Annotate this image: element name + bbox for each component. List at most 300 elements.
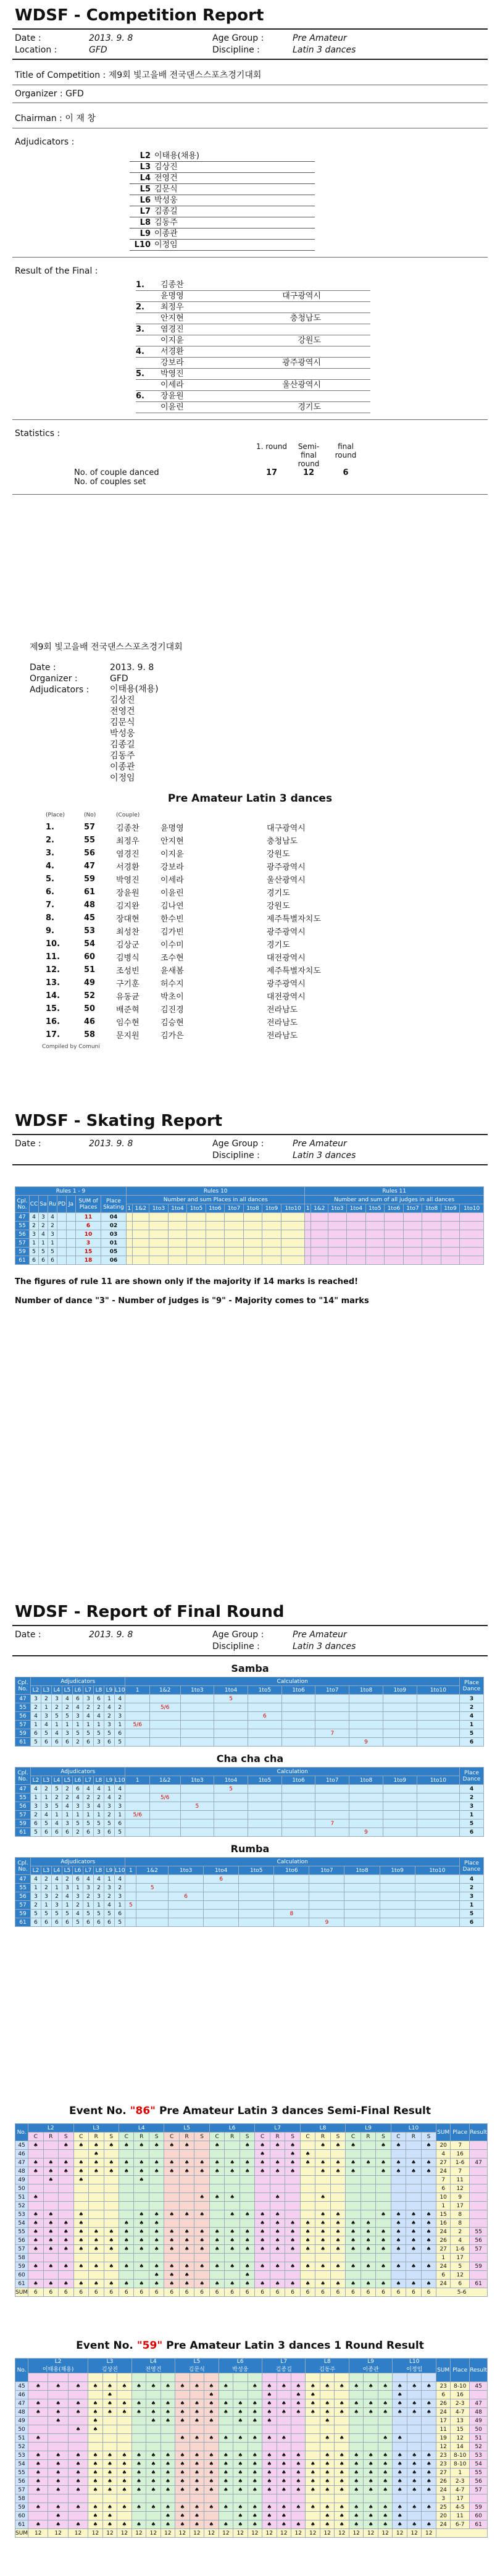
judge-mark: 3 [31, 1802, 41, 1811]
rule11-cell [347, 1239, 366, 1248]
judge-mark: 2 [31, 1901, 41, 1910]
mark-row-place: 1-6 [451, 2245, 470, 2254]
calc-cell [281, 1819, 315, 1828]
spade-mark-icon: ♠ [360, 2245, 375, 2254]
spade-mark-icon: ♠ [219, 2460, 233, 2469]
spade-mark-icon: ♠ [164, 2159, 179, 2167]
calc-cell [344, 1884, 380, 1892]
final-place-dance: 2 [460, 1884, 484, 1892]
mark-empty [104, 2184, 119, 2193]
final-place-dance: 4 [460, 1785, 484, 1794]
calc-cell [417, 1811, 459, 1819]
spade-mark-icon: ♠ [393, 2486, 407, 2494]
spade-mark-icon: ♠ [233, 2477, 248, 2486]
judge-mark: 3 [104, 1802, 115, 1811]
dance-letter-blank [204, 2373, 219, 2382]
mark-empty [59, 2271, 73, 2280]
skating-dance-place: 6 [30, 1256, 39, 1265]
judge-code: L5 [193, 2359, 201, 2365]
spade-mark-icon: ♠ [204, 2451, 219, 2460]
judge-mark: 5 [52, 1910, 62, 1918]
mark-row-sum: 26 [436, 2399, 451, 2408]
rule11-cell [305, 1222, 311, 1230]
spade-mark-icon: ♠ [407, 2399, 421, 2408]
spade-mark-icon: ♠ [306, 2486, 320, 2494]
summary-adjudicators-label: Adjudicators : [30, 685, 90, 695]
mark-empty [219, 2425, 233, 2434]
spade-mark-icon: ♠ [48, 2417, 68, 2425]
mark-empty [406, 2176, 421, 2184]
mark-empty [102, 2494, 117, 2503]
spade-mark-icon: ♠ [68, 2382, 88, 2391]
spade-mark-icon: ♠ [335, 2486, 349, 2494]
judge-mark: 1 [41, 1794, 52, 1802]
mark-row-result: 59 [470, 2503, 488, 2512]
judge-code: L8 [319, 2125, 327, 2131]
spade-mark-icon: ♠ [315, 2141, 330, 2150]
spade-mark-icon: ♠ [277, 2408, 291, 2417]
result-no: 59 [84, 875, 96, 884]
adjudicator-code: L5 [140, 185, 151, 194]
calc-cell [149, 1729, 180, 1738]
calc-cell [344, 1892, 380, 1901]
spade-mark-icon: ♠ [117, 2460, 131, 2469]
judge-mark: 2 [115, 1794, 125, 1802]
calc-cell [204, 1892, 239, 1901]
mark-empty [378, 2443, 392, 2451]
adjudicator-name: 김상진 [154, 162, 178, 172]
rule10-cell [168, 1256, 187, 1265]
mark-row-place: 6 [451, 2280, 470, 2288]
judge-head [175, 2359, 219, 2373]
spade-mark-icon: ♠ [160, 2512, 175, 2520]
calc-col-head: 1 [125, 1686, 149, 1695]
spade-mark-icon: ♠ [119, 2236, 133, 2245]
spade-mark-icon: ♠ [225, 2280, 240, 2288]
spade-mark-icon: ♠ [315, 2280, 330, 2288]
mark-row-result: 49 [470, 2417, 488, 2425]
spade-mark-icon: ♠ [160, 2486, 175, 2494]
mark-empty [248, 2494, 262, 2503]
mark-empty [255, 2202, 270, 2210]
dance-letter: S [104, 2133, 119, 2141]
mark-empty [240, 2184, 254, 2193]
skating-dance-place: 1 [48, 1239, 57, 1248]
spade-mark-icon: ♠ [194, 2210, 209, 2219]
spade-mark-icon: ♠ [104, 2141, 119, 2150]
first-round-title [0, 2339, 500, 2352]
rule10-cell [225, 1248, 244, 1256]
spade-mark-icon: ♠ [190, 2477, 204, 2486]
semi-final-section [0, 2100, 500, 2297]
mark-empty [204, 2494, 219, 2503]
spade-mark-icon: ♠ [164, 2228, 179, 2236]
mark-row [15, 2141, 488, 2150]
mark-row-no: 55 [15, 2228, 28, 2236]
calc-cell [180, 1703, 214, 1712]
result-place: 13. [46, 978, 60, 988]
judge-mark: 4 [73, 1794, 83, 1802]
final-dance-row [15, 1892, 484, 1901]
spade-mark-icon: ♠ [335, 2399, 349, 2408]
mark-footer-value: 6 [285, 2288, 300, 2297]
judge-code-head: L4 [52, 1866, 62, 1875]
final-cpl-no: 55 [15, 1884, 31, 1892]
rule11-cell [328, 1222, 347, 1230]
spade-mark-icon: ♠ [164, 2262, 179, 2271]
final-age-label: Age Group : [212, 1630, 264, 1640]
rule10-cell [206, 1248, 225, 1256]
result-region: 전라남도 [267, 1031, 298, 1041]
mark-empty [300, 2254, 315, 2262]
spade-mark-icon: ♠ [270, 2141, 285, 2150]
spade-mark-icon: ♠ [262, 2486, 277, 2494]
mark-footer-value: 6 [43, 2288, 58, 2297]
col-no: (No) [84, 812, 96, 818]
judge-mark: 2 [115, 1703, 125, 1712]
calc-cell [415, 1892, 459, 1901]
judge-name: 이종관 [362, 2367, 379, 2373]
spade-mark-icon: ♠ [233, 2417, 248, 2425]
mark-empty [134, 2193, 149, 2202]
judge-mark: 5 [31, 1910, 41, 1918]
judge-mark: 3 [73, 1712, 83, 1721]
mark-empty [376, 2193, 391, 2202]
spade-mark-icon: ♠ [233, 2460, 248, 2469]
judge-mark: 1 [83, 1901, 94, 1910]
judge-mark: 1 [115, 1811, 125, 1819]
spade-mark-icon: ♠ [104, 2167, 119, 2176]
adjudicator-code: L4 [140, 174, 151, 183]
final-place-dance: 3 [460, 1695, 484, 1703]
result-male: 장윤원 [116, 889, 140, 898]
mark-row-no: 45 [15, 2141, 28, 2150]
mark-row-place: 2-3 [451, 2399, 470, 2408]
judge-name: 김종길 [275, 2367, 292, 2373]
calc-col-head: 1to5 [248, 1776, 281, 1785]
mark-empty [175, 2443, 190, 2451]
skating-row [15, 1248, 484, 1256]
mark-footer-value: 6 [209, 2288, 224, 2297]
spade-mark-icon: ♠ [88, 2460, 102, 2469]
spade-mark-icon: ♠ [225, 2210, 240, 2219]
mark-row-result: 50 [470, 2425, 488, 2434]
dance-letter-blank [233, 2373, 248, 2382]
mark-row-sum: 4 [436, 2150, 451, 2159]
calc-cell [214, 1703, 248, 1712]
spade-mark-icon: ♠ [407, 2469, 421, 2477]
mark-empty [68, 2512, 88, 2520]
mark-result-head: Result [470, 2359, 488, 2382]
spade-mark-icon: ♠ [306, 2391, 320, 2399]
mark-empty [104, 2219, 119, 2228]
mark-sum-head: SUM [436, 2359, 451, 2382]
mark-empty [28, 2391, 48, 2399]
mark-empty [360, 2184, 375, 2193]
rule11-cell [441, 1256, 460, 1265]
spade-mark-icon: ♠ [285, 2245, 300, 2254]
mark-empty [277, 2391, 291, 2399]
judge-mark: 5 [104, 1910, 115, 1918]
calc-cell [125, 1828, 149, 1837]
dance-letter: R [270, 2133, 285, 2141]
calc-cell: 7 [315, 1819, 349, 1828]
mark-footer-value: 12 [335, 2529, 349, 2538]
skating-dance-empty [67, 1230, 76, 1239]
mark-row-place: 17 [451, 2202, 470, 2210]
adjudicator-row [130, 206, 315, 217]
judge-head [28, 2359, 88, 2373]
dance-letter: C [255, 2133, 270, 2141]
spade-mark-icon: ♠ [204, 2382, 219, 2391]
result-no: 47 [84, 862, 96, 871]
mark-empty [391, 2176, 406, 2184]
skating-sub-row [15, 1196, 484, 1204]
mark-row-place: 17 [451, 2254, 470, 2262]
place-col-head: 1to9 [262, 1204, 281, 1213]
judge-mark: 4 [41, 1811, 52, 1819]
judge-mark: 4 [104, 1901, 115, 1910]
spade-mark-icon: ♠ [240, 2141, 254, 2150]
final-result-male-row [136, 324, 370, 335]
spade-mark-icon: ♠ [315, 2219, 330, 2228]
rule11-cell [328, 1248, 347, 1256]
final-place-head: Place Dance [460, 1858, 484, 1875]
spade-mark-icon: ♠ [262, 2512, 277, 2520]
mark-empty [194, 2141, 209, 2150]
spade-mark-icon: ♠ [104, 2280, 119, 2288]
spade-mark-icon: ♠ [149, 2262, 164, 2271]
judge-mark: 5 [41, 1729, 52, 1738]
spade-mark-icon: ♠ [73, 2236, 88, 2245]
mark-empty [306, 2451, 320, 2460]
spade-mark-icon: ♠ [277, 2434, 291, 2443]
skating-dance-place: 1 [39, 1239, 48, 1248]
mark-empty [179, 2254, 194, 2262]
judge-mark: 2 [115, 1884, 125, 1892]
mark-empty [320, 2494, 334, 2503]
spade-mark-icon: ♠ [117, 2486, 131, 2494]
final-female: 이윤린 [160, 403, 184, 412]
final-dance-row [15, 1884, 484, 1892]
spade-mark-icon: ♠ [43, 2167, 58, 2176]
rule10-cell [281, 1248, 305, 1256]
spade-mark-icon: ♠ [421, 2159, 436, 2167]
spade-mark-icon: ♠ [378, 2460, 392, 2469]
rule10-cell [127, 1248, 133, 1256]
final-place-dance: 6 [460, 1828, 484, 1837]
rule11-cell [385, 1248, 404, 1256]
judge-mark: 4 [83, 1785, 94, 1794]
mark-row-result: 52 [470, 2443, 488, 2451]
spade-mark-icon: ♠ [179, 2245, 194, 2254]
spade-mark-icon: ♠ [219, 2486, 233, 2494]
skating-dance-empty [57, 1256, 67, 1265]
final-dance-table [15, 1767, 484, 1837]
spade-mark-icon: ♠ [407, 2451, 421, 2460]
mark-empty [240, 2254, 254, 2262]
final-result-male-row [136, 346, 370, 358]
mark-empty [160, 2494, 175, 2503]
spade-mark-icon: ♠ [117, 2408, 131, 2417]
mark-row [15, 2150, 488, 2159]
mark-empty [393, 2417, 407, 2425]
calc-cell: 6 [169, 1892, 204, 1901]
mark-empty [28, 2443, 48, 2451]
spade-mark-icon: ♠ [306, 2477, 320, 2486]
result-female: 한수빈 [160, 915, 184, 924]
spade-mark-icon: ♠ [28, 2451, 48, 2460]
rule10-cell [168, 1230, 187, 1239]
mark-empty [346, 2176, 360, 2184]
spade-mark-icon: ♠ [315, 2228, 330, 2236]
spade-mark-icon: ♠ [315, 2159, 330, 2167]
mark-row-sum: 23 [436, 2382, 451, 2391]
spade-mark-icon: ♠ [194, 2228, 209, 2236]
rule11-cell [347, 1222, 366, 1230]
spade-mark-icon: ♠ [330, 2141, 345, 2150]
first-event-no: "59" [136, 2339, 163, 2352]
mark-empty [104, 2176, 119, 2184]
dance-letter-blank [146, 2373, 160, 2382]
rule10-cell [262, 1230, 281, 1239]
spade-mark-icon: ♠ [422, 2503, 436, 2512]
calc-cell [415, 1910, 459, 1918]
mark-row-result [470, 2391, 488, 2399]
calc-cell [315, 1703, 349, 1712]
age-group-label: Age Group : [212, 33, 264, 43]
mark-empty [48, 2391, 68, 2399]
place-col-head: 1to6 [385, 1204, 404, 1213]
judge-code-head: L2 [31, 1776, 41, 1785]
spade-mark-icon: ♠ [406, 2280, 421, 2288]
mark-empty [146, 2391, 160, 2399]
calc-cell [417, 1828, 459, 1837]
spade-mark-icon: ♠ [248, 2399, 262, 2408]
calc-cell [281, 1802, 315, 1811]
spade-mark-icon: ♠ [300, 2262, 315, 2271]
spade-mark-icon: ♠ [119, 2262, 133, 2271]
mark-empty [291, 2512, 306, 2520]
mark-row-no: 50 [15, 2184, 28, 2193]
calc-cell [380, 1875, 415, 1884]
final-male: 장윤원 [160, 392, 184, 401]
spade-mark-icon: ♠ [28, 2236, 43, 2245]
judge-mark: 5 [62, 1712, 73, 1721]
rule11-cell [441, 1222, 460, 1230]
calc-cell [309, 1875, 344, 1884]
semi-final-title [0, 2105, 500, 2117]
mark-empty [320, 2425, 334, 2434]
mark-row-sum: 27 [436, 2469, 451, 2477]
final-dance-row [15, 1875, 484, 1884]
mark-row-sum: 1 [436, 2254, 451, 2262]
mark-empty [164, 2150, 179, 2159]
mark-row-place: 4-5 [451, 2503, 470, 2512]
judge-code: L2 [47, 2125, 54, 2131]
location-value: GFD [89, 45, 107, 55]
judge-mark: 4 [73, 1703, 83, 1712]
spade-mark-icon: ♠ [88, 2477, 102, 2486]
mark-row [15, 2434, 488, 2443]
spade-mark-icon: ♠ [255, 2219, 270, 2228]
rule11-cell [385, 1239, 404, 1248]
mark-row [15, 2159, 488, 2167]
spade-mark-icon: ♠ [134, 2167, 149, 2176]
judge-mark: 6 [104, 1828, 115, 1837]
mark-footer-value: 12 [190, 2529, 204, 2538]
mark-row-no: 56 [15, 2236, 28, 2245]
final-place-dance: 6 [460, 1918, 484, 1927]
judge-mark: 6 [115, 1819, 125, 1828]
final-round-report [0, 1603, 500, 1927]
judge-mark: 5 [94, 1729, 104, 1738]
semi-event-prefix: Event No. [69, 2105, 127, 2117]
spade-mark-icon: ♠ [330, 2210, 345, 2219]
mark-empty [28, 2417, 48, 2425]
judge-code: L9 [367, 2359, 375, 2365]
judge-code-head: L6 [73, 1776, 83, 1785]
result-place: 12. [46, 965, 60, 975]
mark-empty [149, 2176, 164, 2184]
spade-mark-icon: ♠ [330, 2167, 345, 2176]
rule10-cell [206, 1213, 225, 1222]
result-male: 서경환 [116, 863, 140, 872]
mark-empty [209, 2184, 224, 2193]
judge-head [131, 2359, 175, 2373]
mark-empty [406, 2202, 421, 2210]
mark-row-sum: 23 [436, 2460, 451, 2469]
mark-empty [28, 2176, 43, 2184]
mark-empty [164, 2219, 179, 2228]
rule11-cell [365, 1248, 385, 1256]
mark-empty [349, 2391, 363, 2399]
mark-empty [315, 2150, 330, 2159]
calc-cell [417, 1721, 459, 1729]
mark-footer-value: 12 [117, 2529, 131, 2538]
spade-mark-icon: ♠ [89, 2228, 104, 2236]
mark-empty [73, 2184, 88, 2193]
judge-code: L9 [365, 2125, 372, 2131]
calc-col-head: 1to3 [180, 1686, 214, 1695]
spade-mark-icon: ♠ [233, 2434, 248, 2443]
calc-cell [274, 1892, 309, 1901]
calc-cell [149, 1819, 180, 1828]
judge-code-head: L5 [62, 1686, 73, 1695]
judge-head [349, 2359, 392, 2373]
spade-mark-icon: ♠ [48, 2399, 68, 2408]
judge-mark: 3 [62, 1729, 73, 1738]
calc-cell [380, 1892, 415, 1901]
mark-empty [190, 2443, 204, 2451]
result-region: 경기도 [267, 889, 290, 898]
mark-row-place: 1-6 [451, 2159, 470, 2167]
mark-footer-value: 6 [28, 2288, 43, 2297]
spade-mark-icon: ♠ [285, 2219, 300, 2228]
calc-cell [380, 1918, 415, 1927]
mark-empty [28, 2271, 43, 2280]
rule10-cell [225, 1230, 244, 1239]
spade-mark-icon: ♠ [28, 2141, 43, 2150]
mark-empty [160, 2391, 175, 2399]
result-place: 15. [46, 1004, 60, 1013]
calc-cell [383, 1802, 417, 1811]
mark-row-no: 49 [15, 2176, 28, 2184]
result-row [42, 1028, 325, 1041]
spade-mark-icon: ♠ [262, 2382, 277, 2391]
stats-value [253, 477, 290, 487]
mark-empty [134, 2202, 149, 2210]
